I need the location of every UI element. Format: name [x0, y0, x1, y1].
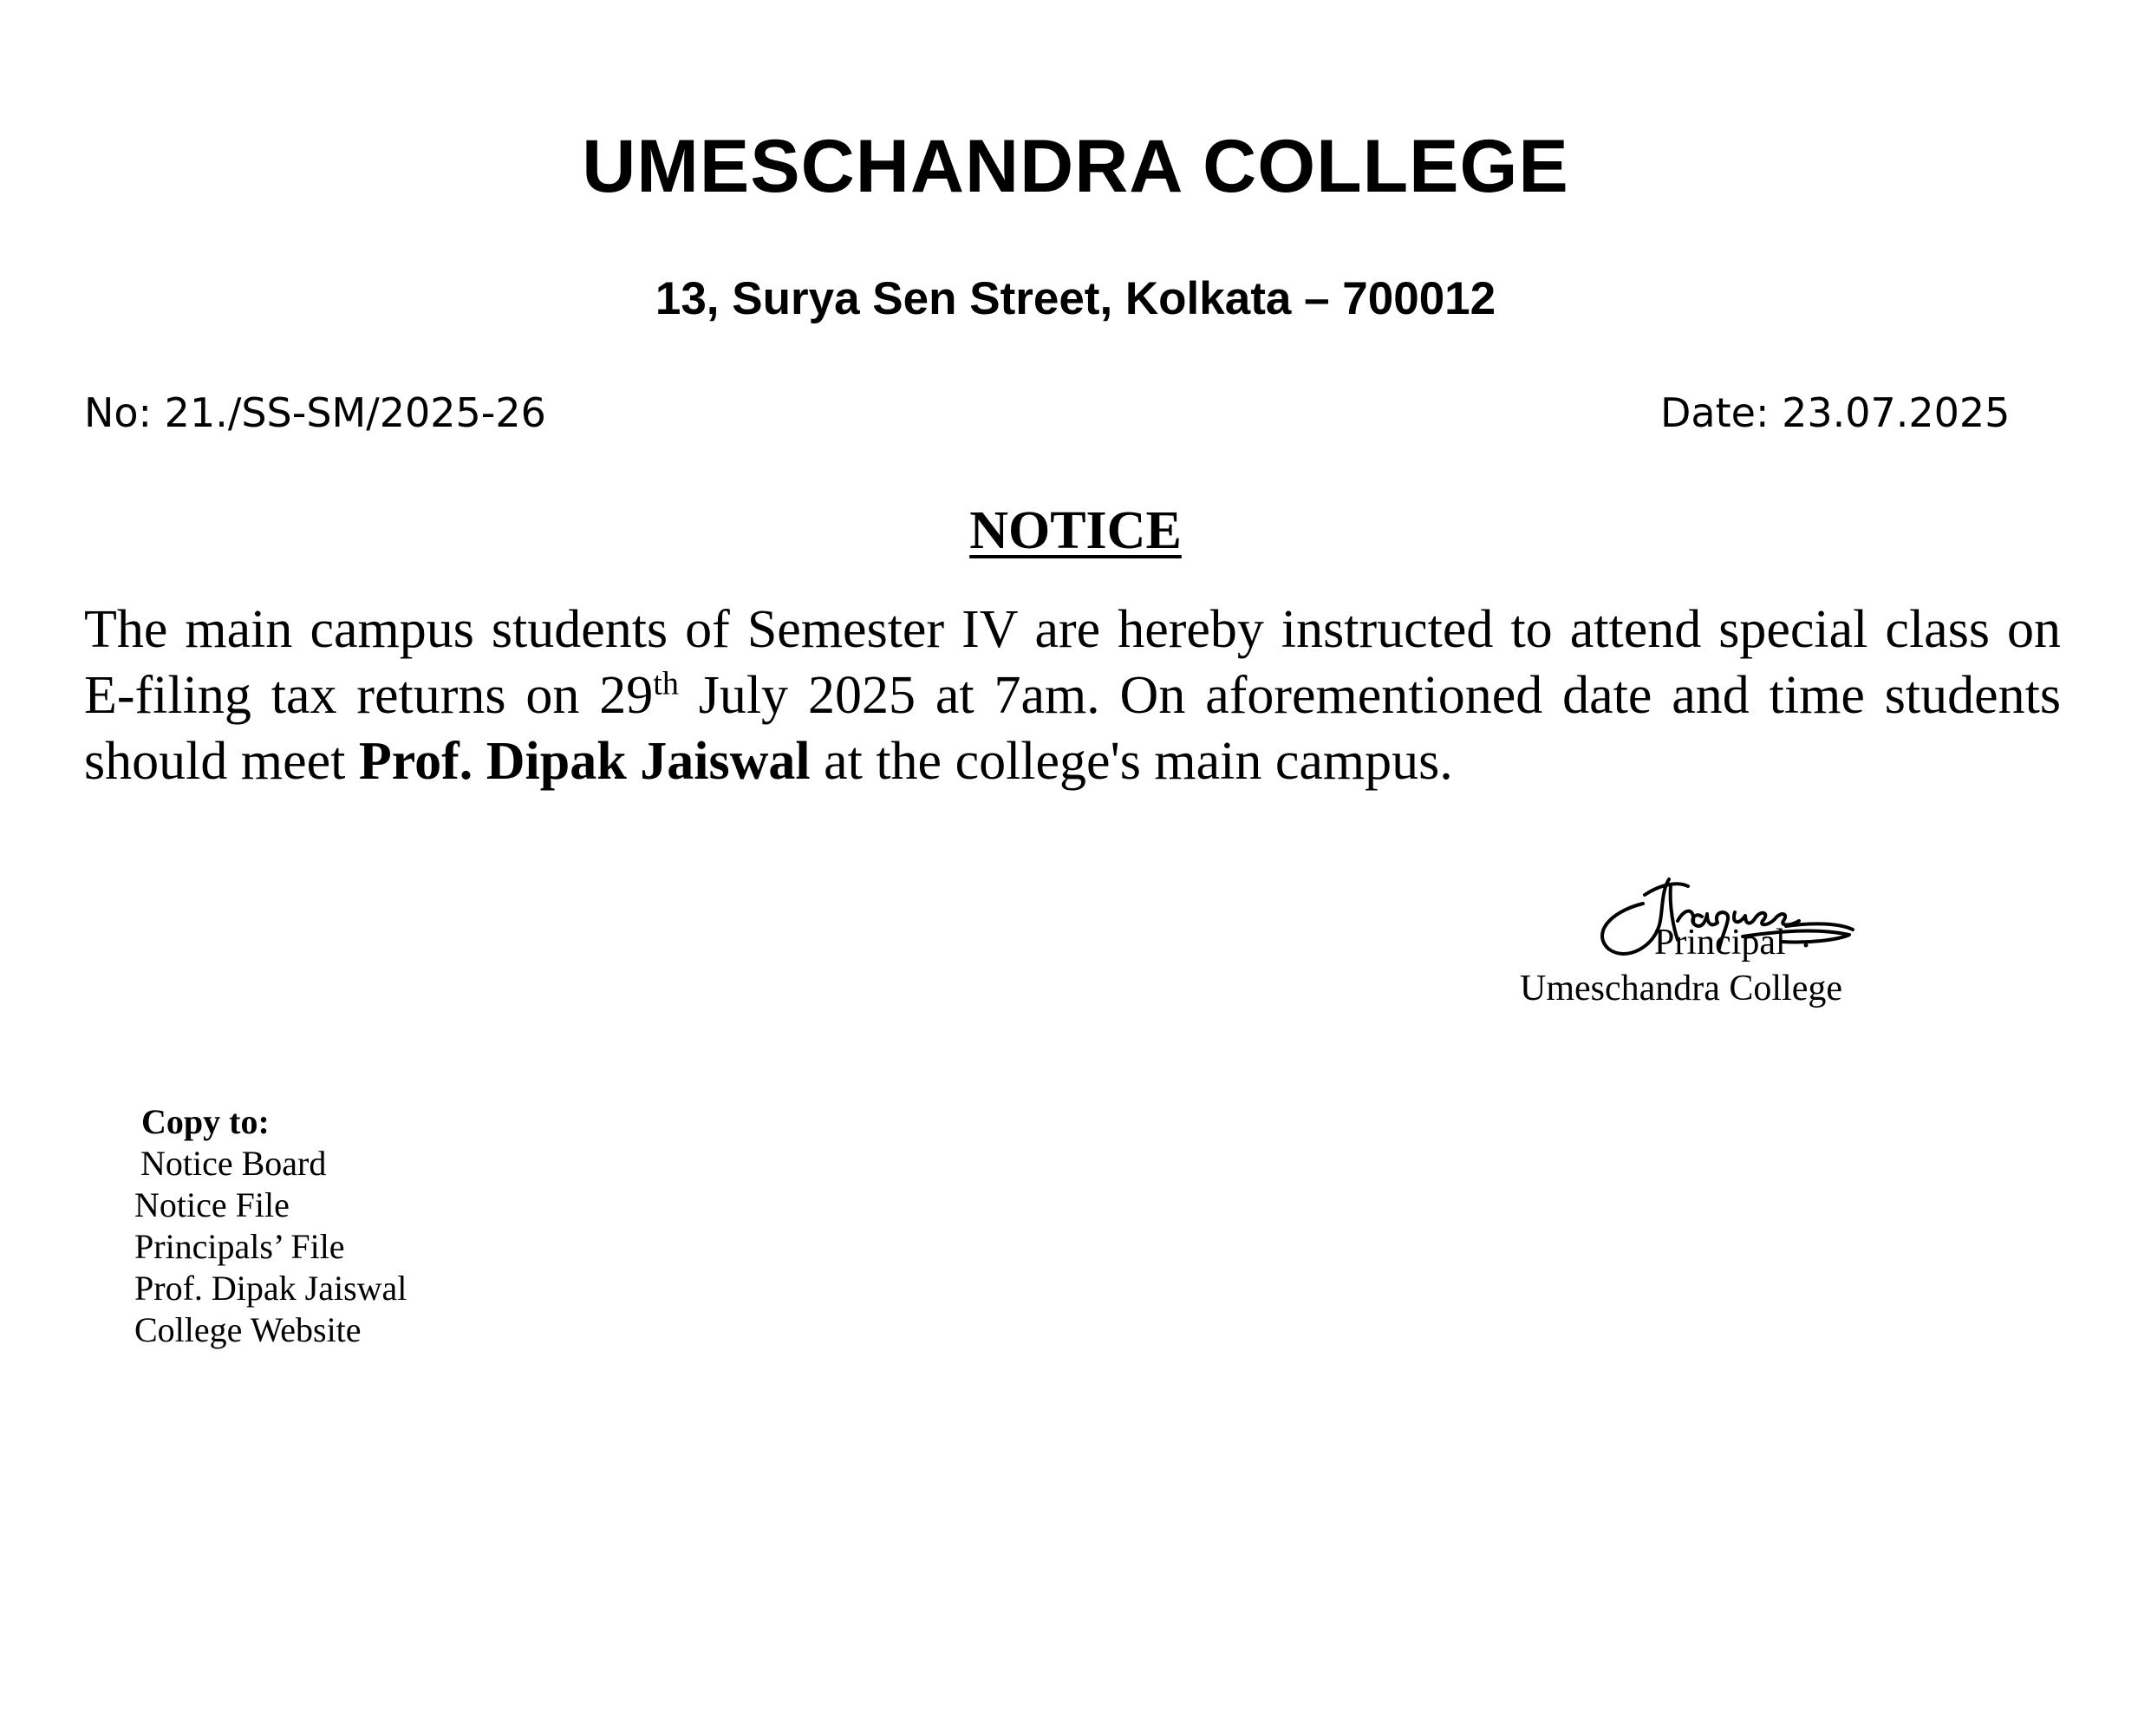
signatory-institution: Umeschandra College [1520, 969, 1843, 1008]
copy-to-item: Notice Board [140, 1144, 327, 1183]
notice-date: Date: 23.07.2025 [1660, 389, 2011, 436]
college-name: UMESCHANDRA COLLEGE [582, 125, 1569, 208]
college-address: 13, Surya Sen Street, Kolkata – 700012 [655, 273, 1496, 324]
copy-to-list [134, 1143, 407, 1351]
copy-to-heading: Copy to: [141, 1102, 270, 1141]
signatory-dot: · [1800, 926, 1812, 966]
signature-flourish [1786, 923, 1853, 930]
professor-name: Prof. Dipak Jaiswal [358, 732, 811, 791]
date-ordinal-suffix: th [653, 665, 679, 702]
copy-to-item: Principals’ File [134, 1227, 345, 1266]
copy-to-item: Notice File [134, 1185, 290, 1224]
signatory-title: Principal [1654, 923, 1786, 963]
notice-body-text-2: July 2025 at 7am. On aforementioned date and time students should meet [84, 666, 2061, 791]
notice-body-text-1: The main campus students of Semester IV are hereby instructed to attend special class on E-filing tax returns on 29 [84, 600, 2061, 725]
copy-to-item: Prof. Dipak Jaiswal [134, 1269, 407, 1308]
copy-to-item: College Website [134, 1310, 362, 1349]
notice-body [84, 597, 2061, 794]
notice-body-text-3: at the college's main campus. [810, 732, 1453, 791]
reference-number: No: 21./SS-SM/2025-26 [84, 389, 546, 436]
notice-title: NOTICE [969, 501, 1182, 560]
